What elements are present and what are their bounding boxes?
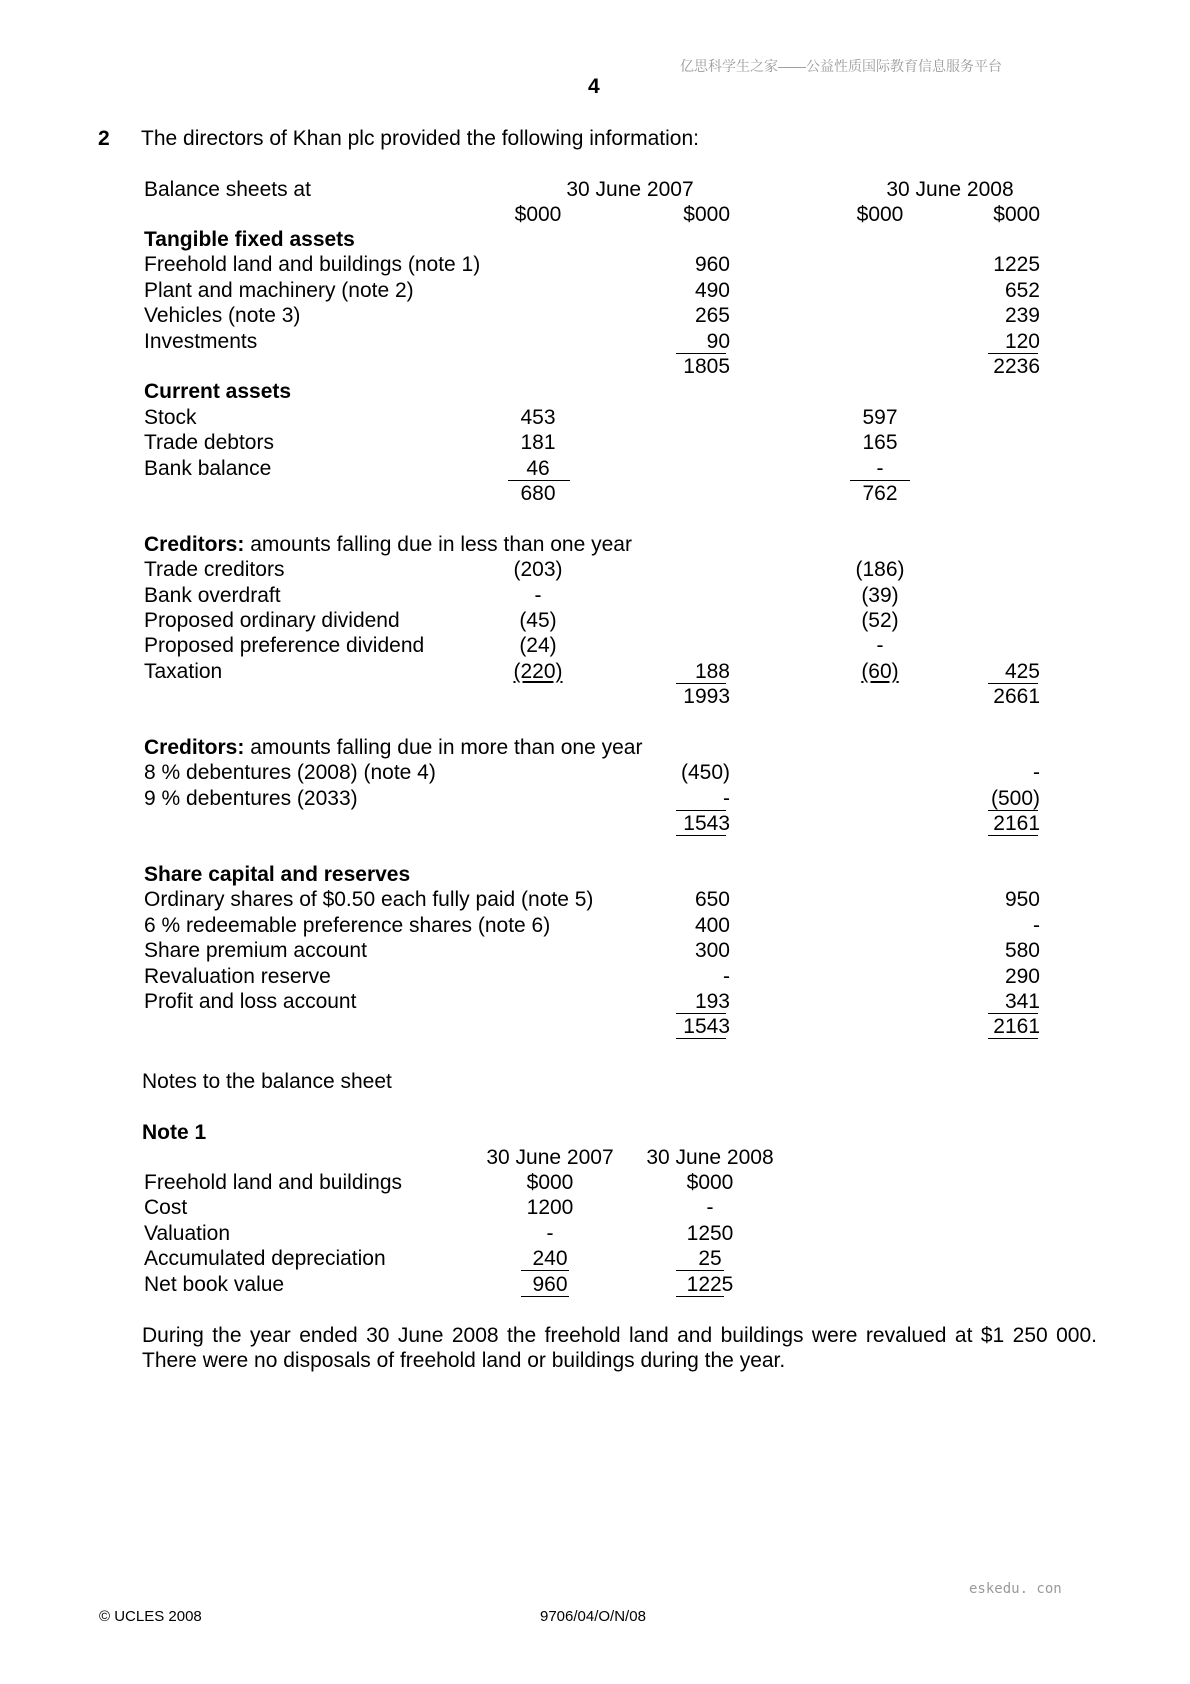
cell-c2: 1543: [683, 1015, 730, 1039]
note1-cell-a: $000: [526, 1171, 574, 1194]
underline-rule: [988, 1038, 1038, 1039]
row-label: Bank overdraft: [144, 583, 281, 607]
row-label: [144, 735, 642, 760]
cell-c2: 650: [694, 888, 730, 912]
question-number: 2: [98, 127, 110, 150]
cell-c2: 1805: [683, 355, 730, 378]
unit-col-3: $000: [856, 203, 904, 226]
footer-site: eskedu. con: [969, 1581, 1062, 1597]
cell-c2: 490: [694, 278, 730, 302]
cell-c3: 165: [862, 431, 898, 455]
cell-c2: 400: [694, 913, 730, 937]
row-label: Revaluation reserve: [144, 964, 331, 988]
row-label-bold: Creditors:: [144, 532, 245, 556]
cell-c4: 341: [1004, 990, 1040, 1013]
underline-rule: [676, 835, 726, 836]
row-label: Proposed ordinary dividend: [144, 609, 400, 632]
cell-c3: 762: [862, 482, 898, 505]
row-label-bold: Creditors:: [144, 736, 245, 759]
underline-rule: [988, 835, 1038, 836]
cell-c3: (60): [861, 659, 899, 683]
cell-c4: 580: [1004, 939, 1040, 963]
notes-heading: Notes to the balance sheet: [142, 1070, 392, 1093]
note1-cell-b: 25: [698, 1247, 722, 1271]
unit-col-1: $000: [514, 203, 562, 226]
row-label: Current assets: [144, 380, 292, 404]
row-label-rest: amounts falling due in more than one year: [244, 736, 643, 759]
cell-c1: -: [534, 583, 542, 607]
row-label: Stock: [144, 405, 197, 429]
row-label-rest: amounts falling due in less than one year: [244, 532, 632, 556]
watermark-text: 亿思科学生之家——公益性质国际教育信息服务平台: [680, 58, 1002, 74]
cell-c4: 239: [1004, 304, 1040, 328]
cell-c3: -: [876, 634, 884, 658]
cell-c2: -: [723, 964, 730, 988]
note1-title: Note 1: [142, 1121, 207, 1144]
note1-cell-b: 1225: [686, 1272, 734, 1296]
row-label: 8 % debentures (2008) (note 4): [144, 761, 436, 785]
note1-row-label: Cost: [144, 1196, 188, 1220]
row-label: Ordinary shares of $0.50 each fully paid (note 5): [144, 888, 594, 912]
cell-c4: 950: [1004, 888, 1040, 912]
cell-c1: 46: [526, 456, 550, 480]
note1-date-2007: 30 June 2007: [486, 1146, 614, 1169]
cell-c4: 425: [1004, 659, 1040, 683]
cell-c3: (52): [861, 609, 899, 632]
cell-c4: 1225: [993, 253, 1040, 277]
cell-c2: 300: [694, 939, 730, 963]
cell-c2: 960: [694, 253, 730, 277]
page-number: 4: [588, 75, 600, 98]
row-label: 9 % debentures (2033): [144, 786, 358, 810]
cell-c2: 1543: [683, 812, 730, 836]
cell-c4: 2161: [993, 1015, 1040, 1039]
underline-rule: [676, 1038, 726, 1039]
cell-c4: 2661: [993, 685, 1040, 709]
row-label: Freehold land and buildings (note 1): [144, 253, 481, 277]
cell-c4: -: [1033, 913, 1040, 937]
cell-c1: 453: [520, 405, 556, 429]
cell-c2: 1993: [683, 685, 730, 709]
row-label: Investments: [144, 329, 258, 353]
row-label: Bank balance: [144, 456, 272, 480]
cell-c4: 652: [1004, 278, 1040, 302]
note1-cell-b: 1250: [686, 1221, 734, 1245]
cell-c2: 188: [694, 659, 730, 683]
footer-copyright: © UCLES 2008: [99, 1608, 202, 1625]
cell-c1: (220): [513, 659, 563, 683]
cell-c2: 90: [706, 329, 730, 353]
unit-col-2: $000: [683, 203, 730, 226]
cell-c1: 181: [520, 431, 556, 455]
underline-rule: [676, 1296, 724, 1297]
unit-col-4: $000: [993, 203, 1040, 226]
note1-date-2008: 30 June 2008: [646, 1146, 774, 1169]
row-label: Proposed preference dividend: [144, 634, 425, 658]
footer-code: 9706/04/O/N/08: [540, 1608, 646, 1625]
cell-c2: -: [723, 786, 730, 810]
balance-sheet-heading: Balance sheets at: [144, 178, 311, 201]
question-intro: The directors of Khan plc provided the following information:: [141, 127, 699, 150]
row-label: Share capital and reserves: [144, 863, 411, 886]
date-2008: 30 June 2008: [886, 178, 1014, 201]
note1-row-label: Net book value: [144, 1272, 285, 1296]
note1-cell-a: 1200: [526, 1196, 574, 1220]
row-label: Share premium account: [144, 939, 367, 963]
cell-c1: (203): [513, 558, 563, 582]
row-label: Plant and machinery (note 2): [144, 278, 414, 302]
cell-c4: (500): [990, 786, 1040, 810]
note1-row-label: Valuation: [144, 1221, 231, 1245]
cell-c4: 2236: [993, 355, 1040, 378]
note1-paragraph: During the year ended 30 June 2008 the freehold land and buildings were revalued at $1 250 000. There were no disposals of freehold land or buildings during the year.: [142, 1324, 1097, 1372]
cell-c3: (39): [861, 583, 899, 607]
cell-c1: (45): [519, 609, 557, 632]
note1-cell-a: 240: [532, 1247, 568, 1271]
cell-c1: (24): [519, 634, 557, 658]
row-label: Vehicles (note 3): [144, 304, 301, 328]
cell-c3: -: [876, 456, 884, 480]
note1-row-label: Freehold land and buildings: [144, 1171, 403, 1194]
cell-c4: -: [1033, 761, 1040, 785]
note1-cell-b: $000: [686, 1171, 734, 1194]
row-label: Trade debtors: [144, 431, 274, 455]
cell-c3: (186): [855, 558, 905, 582]
underline-rule: [521, 1296, 569, 1297]
cell-c2: (450): [680, 761, 730, 785]
row-label: Taxation: [144, 659, 223, 683]
cell-c4: 290: [1004, 964, 1040, 988]
cell-c3: 597: [862, 405, 898, 429]
note1-cell-b: -: [706, 1196, 714, 1220]
cell-c2: 193: [694, 990, 730, 1013]
note1-cell-a: 960: [532, 1272, 568, 1296]
row-label: Tangible fixed assets: [144, 228, 355, 251]
cell-c1: 680: [520, 482, 556, 505]
note1-row-label: Accumulated depreciation: [144, 1247, 386, 1271]
row-label: Profit and loss account: [144, 990, 357, 1013]
cell-c2: 265: [694, 304, 730, 328]
date-2007: 30 June 2007: [566, 178, 694, 201]
row-label: 6 % redeemable preference shares (note 6): [144, 913, 551, 937]
row-label: [144, 532, 632, 557]
note1-cell-a: -: [546, 1221, 554, 1245]
cell-c4: 2161: [993, 812, 1040, 836]
cell-c4: 120: [1004, 329, 1040, 353]
row-label: Trade creditors: [144, 558, 285, 582]
